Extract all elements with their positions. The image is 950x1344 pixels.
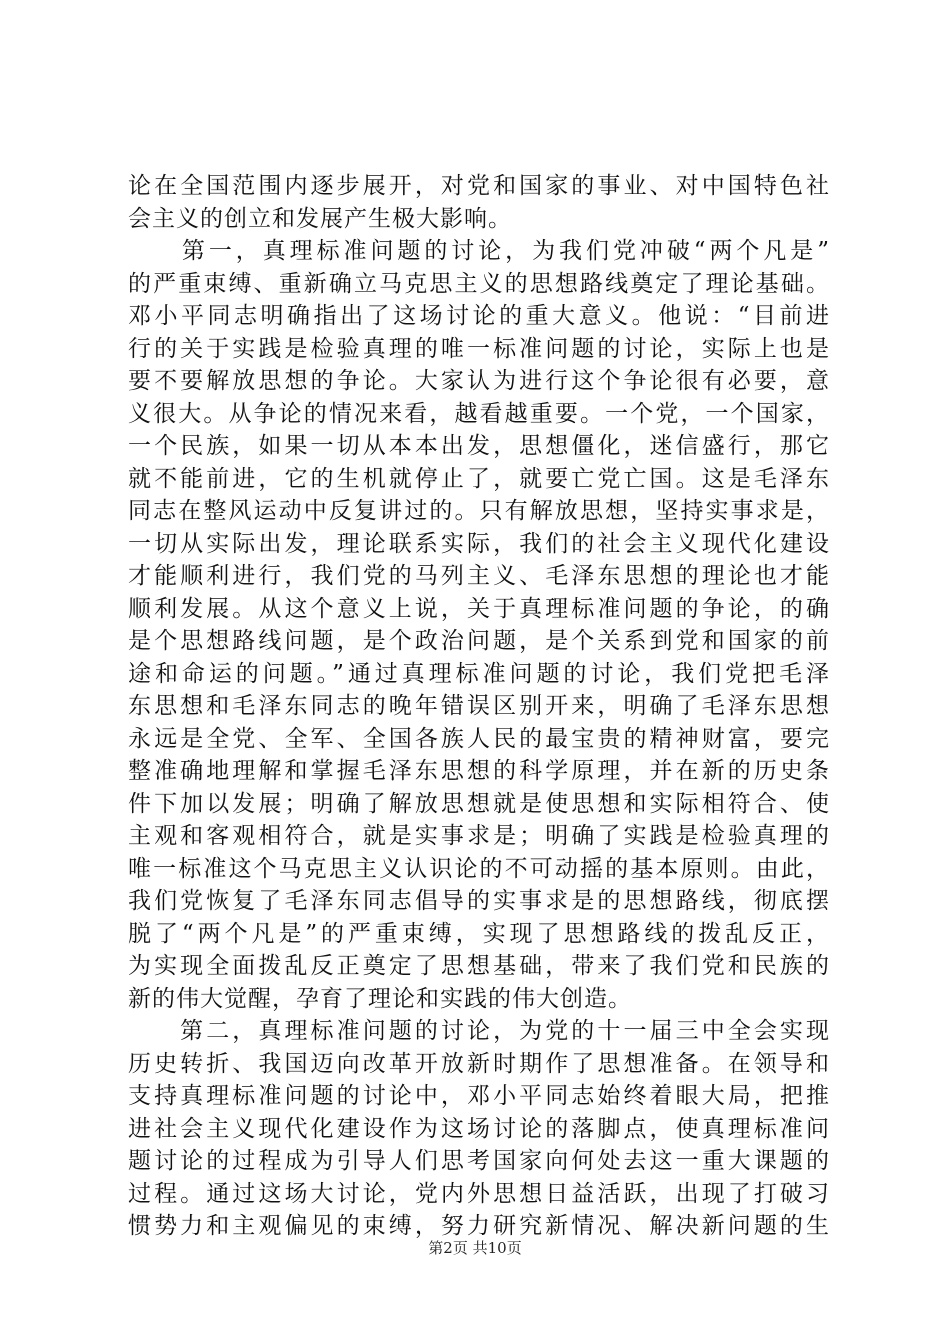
text-line: 途和命运的问题。”通过真理标准问题的讨论，我们党把毛泽: [128, 660, 830, 687]
text-line: 义很大。从争论的情况来看，越看越重要。一个党，一个国家，: [128, 400, 830, 427]
text-line: 惯势力和主观偏见的束缚，努力研究新情况、解决新问题的生: [128, 1213, 830, 1239]
text-line: 永远是全党、全军、全国各族人民的最宝贵的精神财富，要完: [128, 725, 830, 752]
text-line: 历史转折、我国迈向改革开放新时期作了思想准备。在领导和: [128, 1050, 830, 1077]
text-line: 顺利发展。从这个意义上说，关于真理标准问题的争论，的确: [128, 595, 830, 622]
text-line: 是个思想路线问题，是个政治问题，是个关系到党和国家的前: [128, 628, 830, 654]
text-line: 东思想和毛泽东同志的晚年错误区别开来，明确了毛泽东思想: [128, 693, 830, 719]
text-line: 为实现全面拨乱反正奠定了思想基础，带来了我们党和民族的: [128, 953, 830, 979]
text-line: 就不能前进，它的生机就停止了，就要亡党亡国。这是毛泽东: [128, 465, 830, 492]
text-line: 新的伟大觉醒，孕育了理论和实践的伟大创造。: [128, 985, 632, 1012]
text-line: 要不要解放思想的争论。大家认为进行这个争论很有必要，意: [128, 368, 830, 394]
text-line: 同志在整风运动中反复讲过的。只有解放思想，坚持实事求是，: [128, 498, 830, 524]
text-line: 论在全国范围内逐步展开，对党和国家的事业、对中国特色社: [128, 173, 830, 199]
text-line: 过程。通过这场大讨论，党内外思想日益活跃，出现了打破习: [128, 1180, 830, 1207]
text-line: 进社会主义现代化建设作为这场讨论的落脚点，使真理标准问: [128, 1115, 830, 1142]
text-line: 一个民族，如果一切从本本出发，思想僵化，迷信盛行，那它: [128, 433, 830, 459]
body-text: [128, 170, 830, 1243]
text-line: 行的关于实践是检验真理的唯一标准问题的讨论，实际上也是: [128, 335, 830, 362]
page-number-footer: 第2页 共10页: [428, 1239, 522, 1257]
text-line: 的严重束缚、重新确立马克思主义的思想路线奠定了理论基础。: [128, 270, 830, 297]
text-line: 脱了“两个凡是”的严重束缚，实现了思想路线的拨乱反正，: [128, 920, 830, 947]
text-line: 整准确地理解和掌握毛泽东思想的科学原理，并在新的历史条: [128, 758, 830, 784]
text-line: 我们党恢复了毛泽东同志倡导的实事求是的思想路线，彻底摆: [128, 888, 830, 914]
text-line: 支持真理标准问题的讨论中，邓小平同志始终着眼大局，把推: [128, 1083, 830, 1109]
text-line: 才能顺利进行，我们党的马列主义、毛泽东思想的理论也才能: [128, 563, 830, 589]
text-line: 件下加以发展；明确了解放思想就是使思想和实际相符合、使: [128, 790, 830, 817]
text-line: 唯一标准这个马克思主义认识论的不可动摇的基本原则。由此，: [128, 855, 830, 882]
text-line: 会主义的创立和发展产生极大影响。: [128, 205, 512, 232]
text-line: 主观和客观相符合，就是实事求是；明确了实践是检验真理的: [128, 823, 830, 849]
text-line: 一切从实际出发，理论联系实际，我们的社会主义现代化建设: [128, 530, 830, 557]
text-line: 题讨论的过程成为引导人们思考国家向何处去这一重大课题的: [128, 1148, 830, 1174]
text-line: 第一，真理标准问题的讨论，为我们党冲破“两个凡是”: [128, 238, 830, 264]
text-line: 邓小平同志明确指出了这场讨论的重大意义。他说：“目前进: [128, 303, 830, 329]
text-line: 第二，真理标准问题的讨论，为党的十一届三中全会实现: [128, 1018, 830, 1044]
